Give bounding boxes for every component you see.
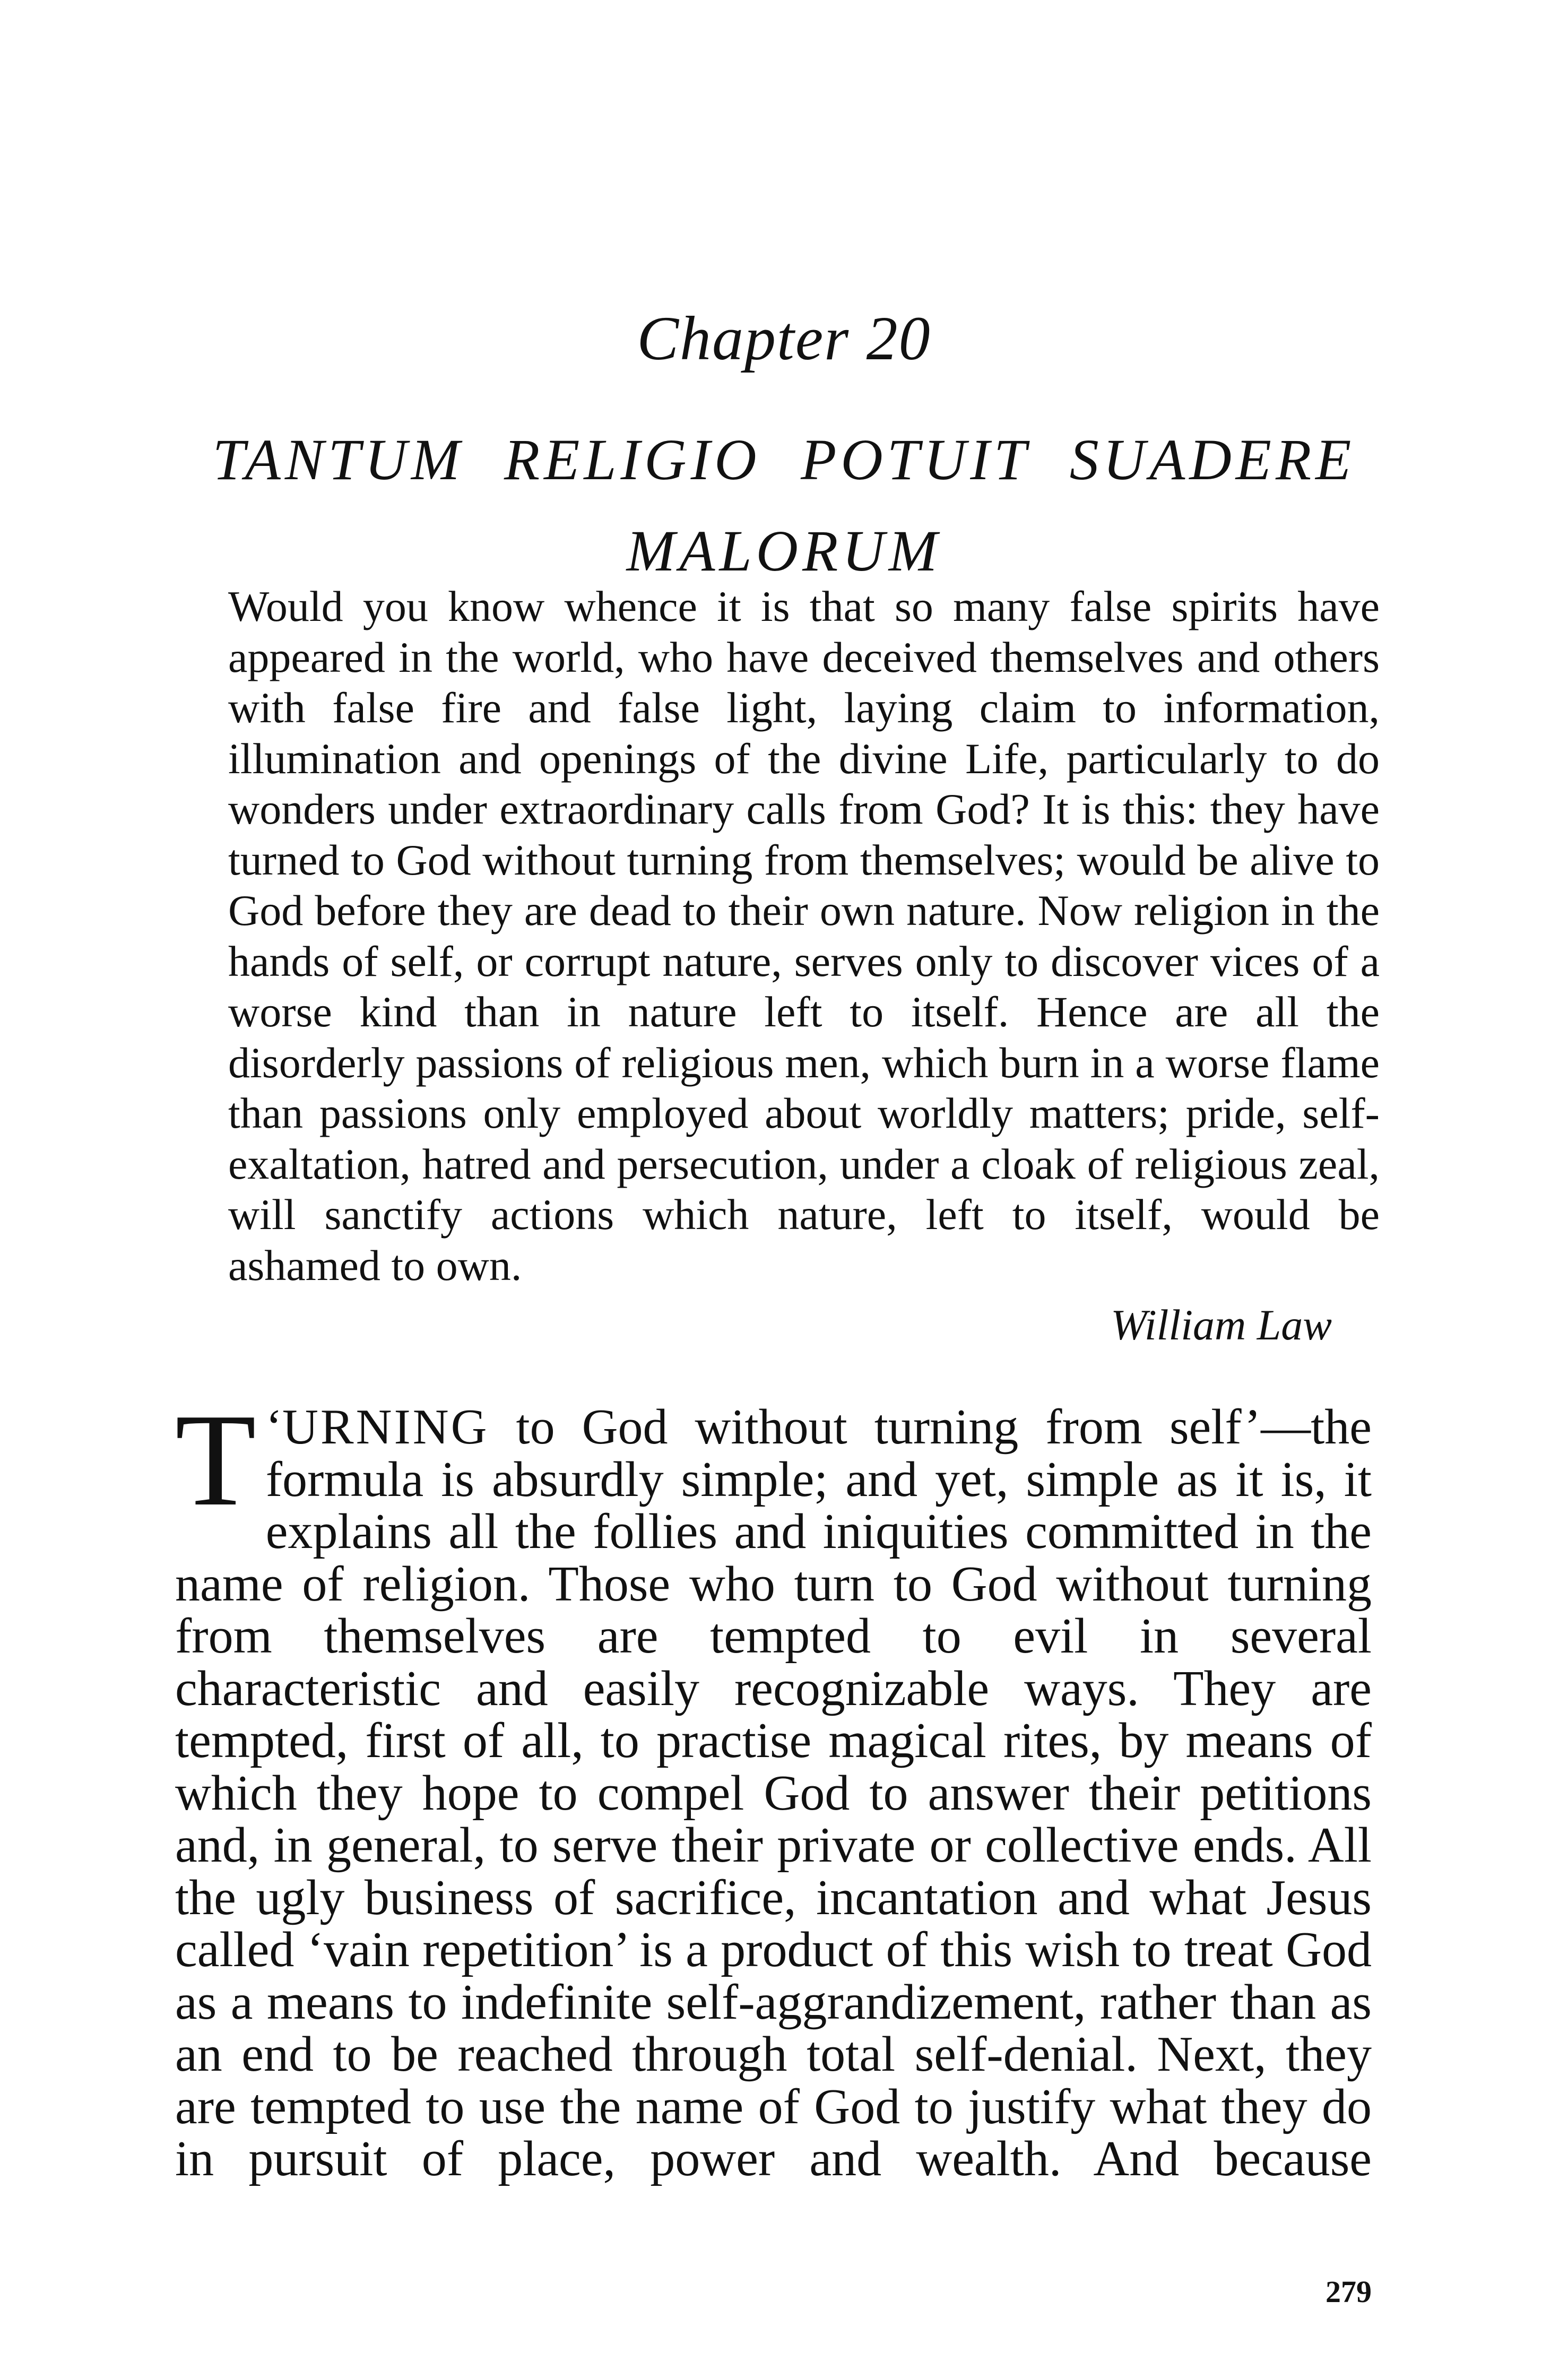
chapter-label: Chapter 20 — [637, 304, 931, 373]
lead-capitals: URNING — [282, 1399, 489, 1455]
epigraph-author: William Law — [1111, 1301, 1332, 1349]
page-number: 279 — [1326, 2274, 1372, 2309]
epigraph-text: Would you know whence it is that so many false spirits have appeared in the world, who have deceived themselves and others with false fire and false light, laying claim to information, illumination and openings of the divine Life, particularly to do wonders under extraordinary calls from God? It is this: they have turned to God without turning from themselves; would be alive to God before they are dead to their own nature. Now religion in the hands of self, or corrupt nature, serves only to discover vices of a worse kind than in nature left to itself. Hence are all the disorderly passions of religious men, which burn in a worse flame than passions only employed about worldly matters; pride, self-exaltation, hatred and persecution, under a cloak of religious zeal, will sanctify actions which nature, left to itself, would be ashamed to own. — [228, 582, 1380, 1290]
chapter-title: TANTUM RELIGIO POTUIT SUADERE MALORUM — [212, 427, 1356, 583]
body-paragraph — [175, 1387, 1372, 2186]
body-text: to God without turning from self’—the formula is absurdly simple; and yet, simple as it is, it explains all the follies and iniquities committed in the name of religion. Those who turn to God without turning from themselves are tempted to evil in several characteristic and easily recognizable ways. They are tempted, first of all, to practise magical rites, by means of which they hope to compel God to answer their petitions and, in general, to serve their private or collective ends. All the ugly business of sacrifice, incantation and what Jesus called ‘vain repetition’ is a product of this wish to treat God as a means to indefinite self-aggrandizement, rather than as an end to be reached through total self-denial. Next, they are tempted to use the name of God to justify what they do in pursuit of place, power and wealth. And because — [175, 1399, 1372, 2186]
drop-cap: T — [175, 1387, 256, 1534]
opening-quote-mark: ‘ — [265, 1399, 283, 1455]
